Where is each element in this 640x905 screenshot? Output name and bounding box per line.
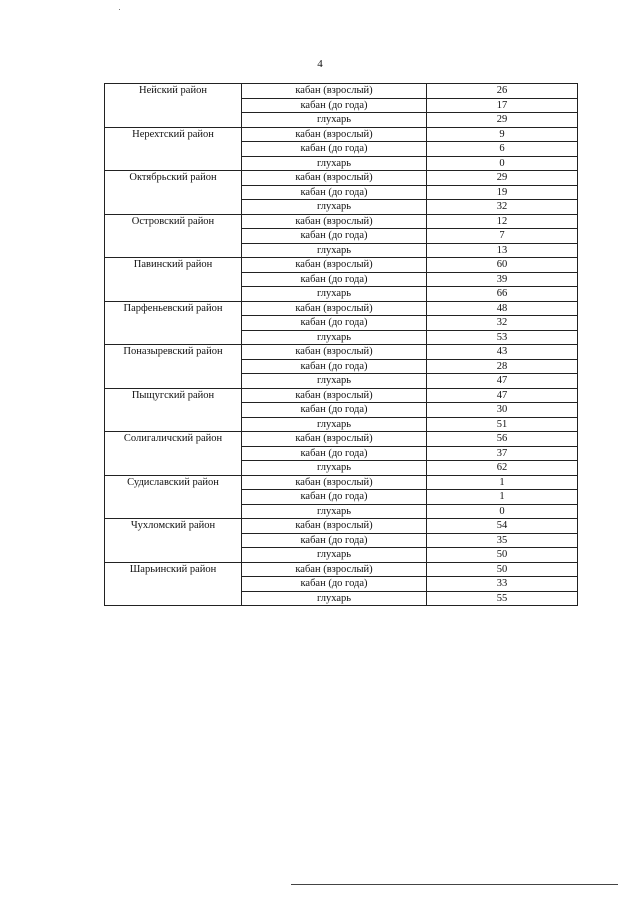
- count-cell: 29: [427, 113, 578, 128]
- species-cell: кабан (до года): [242, 185, 427, 200]
- district-name: Пыщугский район: [105, 388, 242, 432]
- species-cell: кабан (взрослый): [242, 171, 427, 186]
- species-cell: глухарь: [242, 287, 427, 302]
- species-cell: кабан (до года): [242, 142, 427, 157]
- district-name: Павинский район: [105, 258, 242, 302]
- species-cell: кабан (взрослый): [242, 562, 427, 577]
- count-cell: 1: [427, 475, 578, 490]
- quota-table: [104, 83, 578, 606]
- district-name: Нейский район: [105, 84, 242, 128]
- species-cell: кабан (взрослый): [242, 432, 427, 447]
- species-cell: кабан (до года): [242, 229, 427, 244]
- count-cell: 13: [427, 243, 578, 258]
- species-cell: кабан (до года): [242, 316, 427, 331]
- table-row: [105, 258, 578, 273]
- table-row: [105, 562, 578, 577]
- quota-table-body: [105, 84, 578, 606]
- species-cell: глухарь: [242, 200, 427, 215]
- district-name: Солигаличский район: [105, 432, 242, 476]
- district-name: Островский район: [105, 214, 242, 258]
- count-cell: 43: [427, 345, 578, 360]
- count-cell: 29: [427, 171, 578, 186]
- district-name: Чухломский район: [105, 519, 242, 563]
- species-cell: кабан (до года): [242, 272, 427, 287]
- table-row: [105, 475, 578, 490]
- count-cell: 9: [427, 127, 578, 142]
- district-name: Парфеньевский район: [105, 301, 242, 345]
- count-cell: 50: [427, 562, 578, 577]
- species-cell: глухарь: [242, 591, 427, 606]
- species-cell: кабан (взрослый): [242, 214, 427, 229]
- count-cell: 32: [427, 316, 578, 331]
- count-cell: 60: [427, 258, 578, 273]
- table-row: [105, 519, 578, 534]
- count-cell: 0: [427, 156, 578, 171]
- species-cell: кабан (до года): [242, 577, 427, 592]
- species-cell: глухарь: [242, 113, 427, 128]
- species-cell: кабан (взрослый): [242, 475, 427, 490]
- count-cell: 47: [427, 374, 578, 389]
- species-cell: глухарь: [242, 243, 427, 258]
- species-cell: кабан (взрослый): [242, 127, 427, 142]
- district-name: Нерехтский район: [105, 127, 242, 171]
- table-row: [105, 432, 578, 447]
- count-cell: 47: [427, 388, 578, 403]
- count-cell: 30: [427, 403, 578, 418]
- count-cell: 0: [427, 504, 578, 519]
- species-cell: глухарь: [242, 330, 427, 345]
- species-cell: глухарь: [242, 461, 427, 476]
- count-cell: 66: [427, 287, 578, 302]
- species-cell: кабан (до года): [242, 446, 427, 461]
- species-cell: кабан (взрослый): [242, 84, 427, 99]
- table-row: [105, 214, 578, 229]
- count-cell: 51: [427, 417, 578, 432]
- district-name: Поназыревский район: [105, 345, 242, 389]
- table-row: [105, 171, 578, 186]
- count-cell: 7: [427, 229, 578, 244]
- species-cell: кабан (до года): [242, 490, 427, 505]
- species-cell: кабан (до года): [242, 533, 427, 548]
- table-row: [105, 388, 578, 403]
- species-cell: кабан (взрослый): [242, 519, 427, 534]
- count-cell: 35: [427, 533, 578, 548]
- species-cell: кабан (до года): [242, 359, 427, 374]
- count-cell: 62: [427, 461, 578, 476]
- count-cell: 48: [427, 301, 578, 316]
- count-cell: 17: [427, 98, 578, 113]
- count-cell: 33: [427, 577, 578, 592]
- count-cell: 32: [427, 200, 578, 215]
- page-number: 4: [317, 58, 323, 70]
- count-cell: 1: [427, 490, 578, 505]
- count-cell: 54: [427, 519, 578, 534]
- district-name: Шарьинский район: [105, 562, 242, 606]
- species-cell: кабан (взрослый): [242, 388, 427, 403]
- count-cell: 28: [427, 359, 578, 374]
- species-cell: кабан (до года): [242, 98, 427, 113]
- count-cell: 19: [427, 185, 578, 200]
- table-row: [105, 84, 578, 99]
- count-cell: 55: [427, 591, 578, 606]
- species-cell: глухарь: [242, 156, 427, 171]
- scan-speck: [119, 9, 120, 10]
- count-cell: 56: [427, 432, 578, 447]
- table-row: [105, 345, 578, 360]
- species-cell: кабан (взрослый): [242, 345, 427, 360]
- count-cell: 50: [427, 548, 578, 563]
- table-row: [105, 301, 578, 316]
- species-cell: глухарь: [242, 374, 427, 389]
- species-cell: кабан (взрослый): [242, 301, 427, 316]
- count-cell: 26: [427, 84, 578, 99]
- table-row: [105, 127, 578, 142]
- district-name: Октябрьский район: [105, 171, 242, 215]
- count-cell: 12: [427, 214, 578, 229]
- count-cell: 39: [427, 272, 578, 287]
- district-name: Судиславский район: [105, 475, 242, 519]
- species-cell: глухарь: [242, 548, 427, 563]
- species-cell: кабан (взрослый): [242, 258, 427, 273]
- count-cell: 37: [427, 446, 578, 461]
- species-cell: глухарь: [242, 504, 427, 519]
- species-cell: глухарь: [242, 417, 427, 432]
- count-cell: 6: [427, 142, 578, 157]
- species-cell: кабан (до года): [242, 403, 427, 418]
- footer-rule: [291, 884, 618, 885]
- count-cell: 53: [427, 330, 578, 345]
